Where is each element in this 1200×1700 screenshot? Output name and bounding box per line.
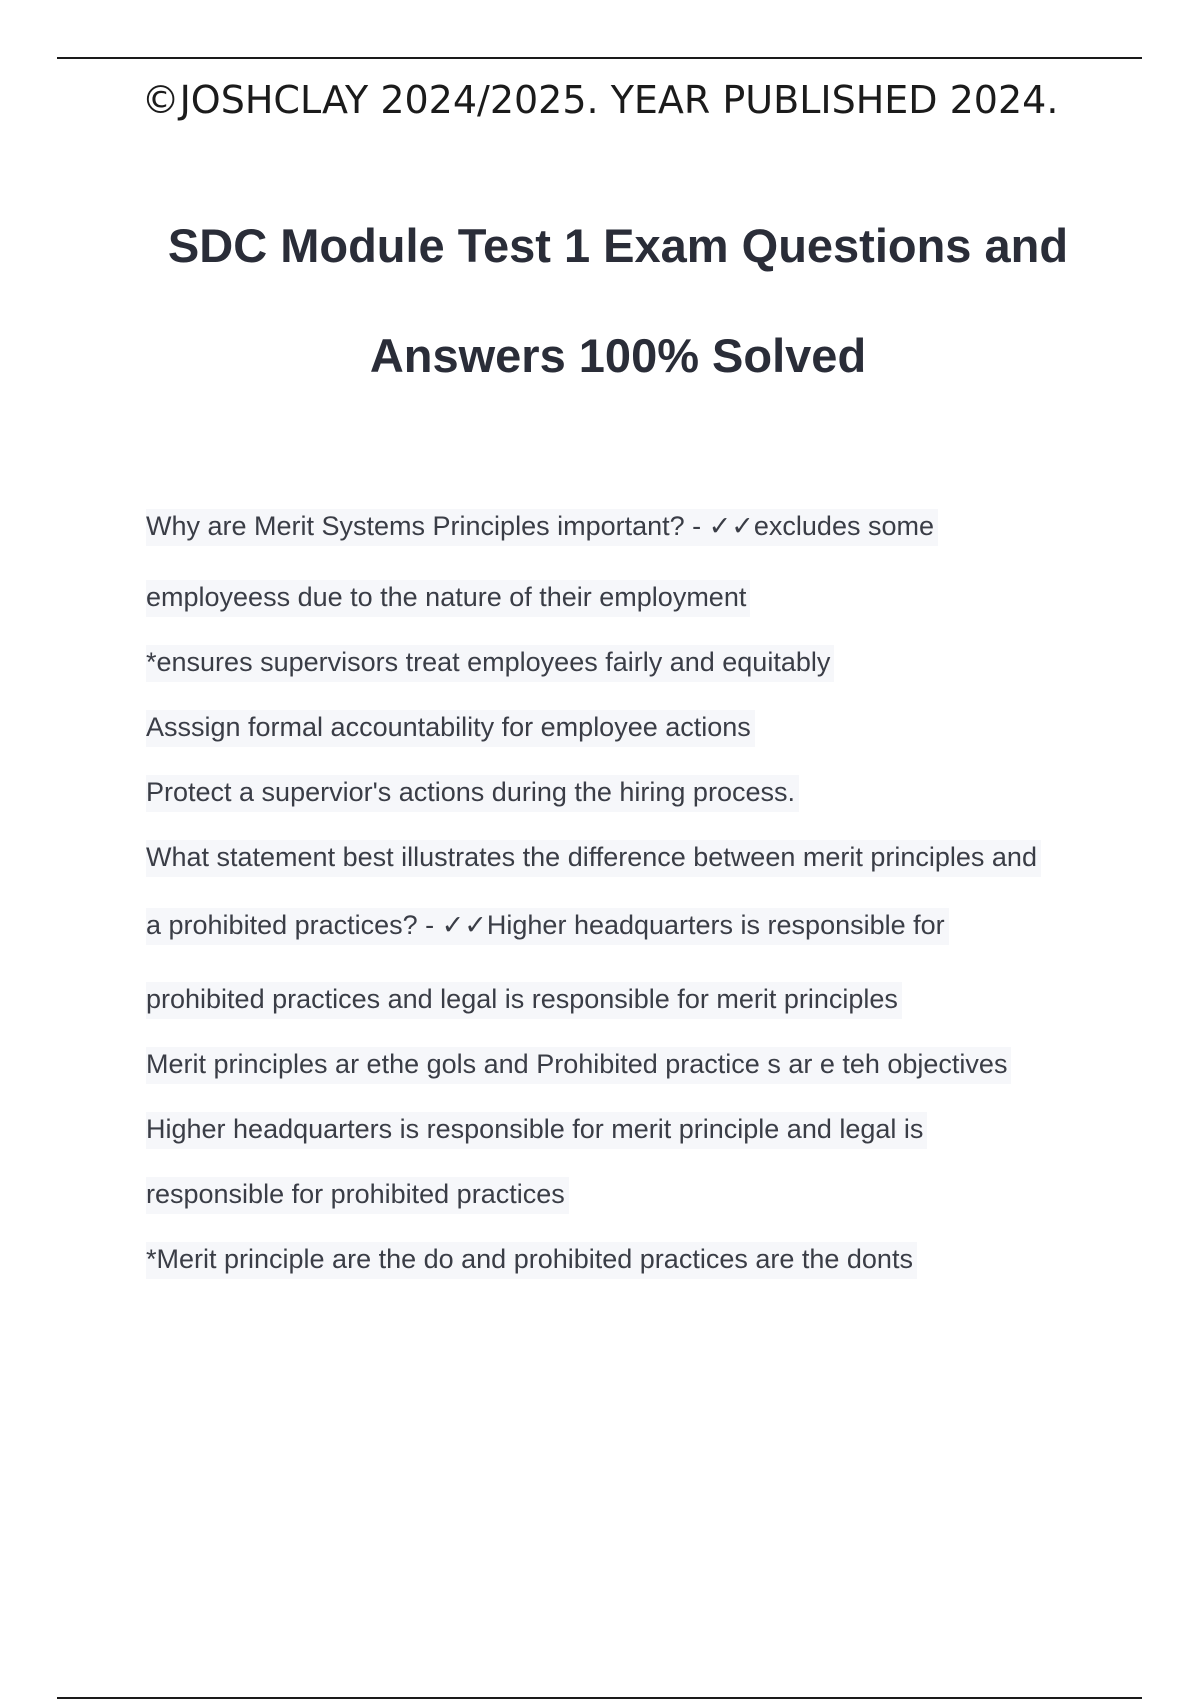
question-2-line-2: a prohibited practices? - ✓✓Higher headquarters is responsible for: [146, 908, 949, 945]
question-1-line-2: employeess due to the nature of their employment: [146, 580, 750, 617]
question-2-line-3: prohibited practices and legal is responsible for merit principles: [146, 982, 902, 1019]
top-rule: [57, 57, 1142, 59]
answer-option-hq-merit-line-1: Higher headquarters is responsible for merit principle and legal is: [146, 1112, 927, 1149]
document-title-line-2: Answers 100% Solved: [369, 329, 867, 382]
answer-option-ensures-fair-treatment: *ensures supervisors treat employees fairly and equitably: [146, 645, 834, 682]
answer-option-hq-merit-line-2: responsible for prohibited practices: [146, 1177, 569, 1214]
question-2-line-1: What statement best illustrates the difference between merit principles and: [146, 840, 1041, 877]
copyright-header: ©JOSHCLAY 2024/2025. YEAR PUBLISHED 2024.: [141, 78, 1059, 122]
answer-option-assign-accountability: Asssign formal accountability for employee actions: [146, 710, 755, 747]
answer-option-protect-supervisor: Protect a supervior's actions during the hiring process.: [146, 775, 799, 812]
answer-option-dos-and-donts: *Merit principle are the do and prohibited practices are the donts: [146, 1242, 917, 1279]
answer-option-goals-objectives: Merit principles ar ethe gols and Prohibited practice s ar e teh objectives: [146, 1047, 1011, 1084]
question-1-line-1: Why are Merit Systems Principles important? - ✓✓excludes some: [146, 509, 938, 546]
bottom-rule: [57, 1697, 1142, 1699]
document-title-line-1: SDC Module Test 1 Exam Questions and: [167, 219, 1069, 272]
